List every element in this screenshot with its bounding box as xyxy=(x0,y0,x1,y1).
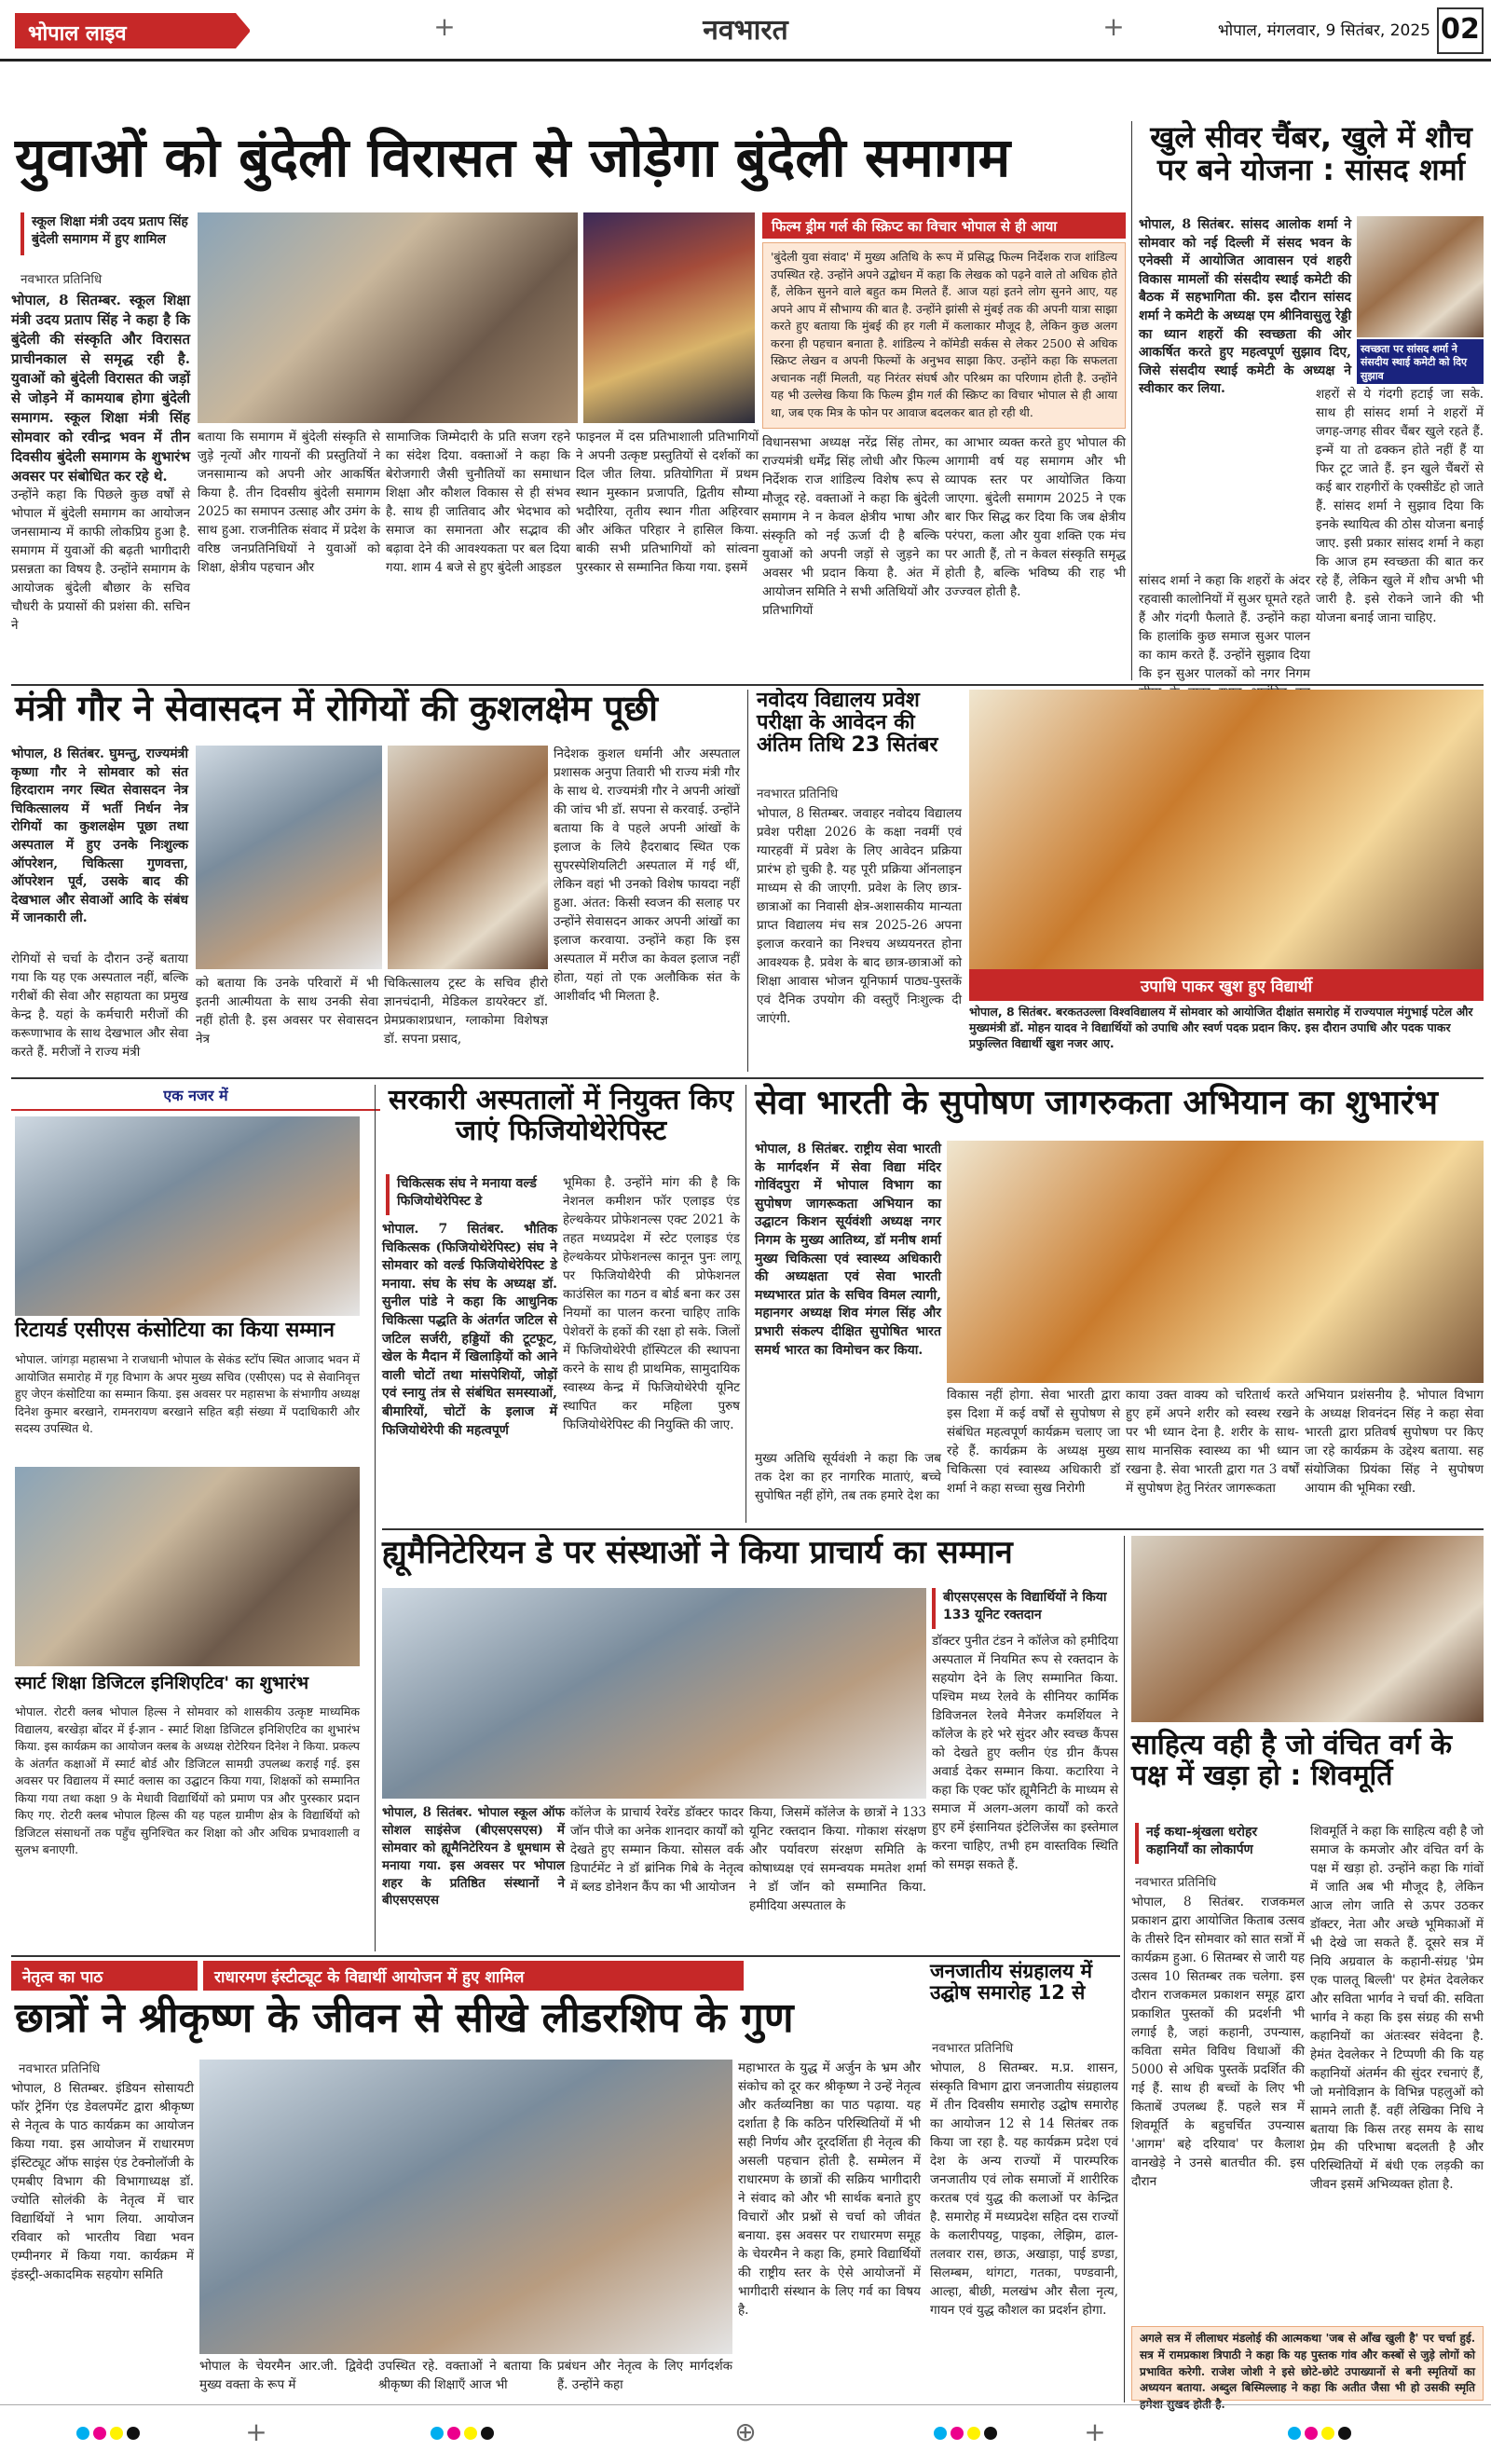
registration-mark-icon: + xyxy=(433,11,456,42)
lead-byline: नवभारत प्रतिनिधि xyxy=(21,272,103,287)
physio-subhead: चिकित्सक संघ ने मनाया वर्ल्ड फिजियोथेरेपिस्ट डे xyxy=(386,1174,554,1215)
dateline: भोपाल, मंगलवार, 9 सितंबर, 2025 xyxy=(1217,21,1430,40)
ek-nazar-item2-head: स्मार्ट शिक्षा डिजिटल इनिशिएटिव' का शुभारंभ xyxy=(15,1673,309,1693)
humanitarian-headline: ह्यूमैनिटेरियन डे पर संस्थाओं ने किया प्राचार्य का सम्मान xyxy=(382,1534,1013,1571)
audience-photo xyxy=(198,212,578,423)
physio-body2: भूमिका है. उन्होंने मांग की है कि नेशनल कमीशन फॉर एलाइड एंड हेल्थकेयर प्रोफेशनल्स एक्ट 2021 के तहत मध्यप्रदेश में स्टेट एलाइड एंड हेल्थकेयर प्रोफेशनल्स कानून पुनः लागू पर फिजियोथैरेपी की प्रोफेशनल काउंसिल का गठन व बोर्ड बना कर उस नियमों का पालन करना चाहिए ताकि पेशेवरों के हकों की रक्षा हो सके. जिलों में फिजियोथेरेपी हॉस्पिटल की स्थापना करने के साथ ही प्राथमिक, सामुदायिक स्वास्थ्य केन्द्र में फिजियोथेरेपी यूनिट स्थापित कर महिला पुरुष फिजियोथेरेपिस्ट की नियुक्ति की जाए. xyxy=(563,1175,740,1432)
convocation-banner: उपाधि पाकर खुश हुए विद्यार्थी xyxy=(969,969,1484,1001)
leadership-body2: भोपाल के चेयरमैन आर.जी. द्विवेदी मुख्य वक्ता के रूप में xyxy=(199,2359,373,2392)
seva-body1: मुख्य अतिथि सूर्यवंशी ने कहा कि जब तक देश का हर नागरिक माताएं, बच्चे सुपोषित नहीं होंगे, तब तक हमारे देश का xyxy=(755,1451,941,1503)
divider xyxy=(382,1528,1484,1530)
print-marks-footer xyxy=(0,2404,1491,2464)
sahitya-quote-box: अगले सत्र में लीलाधर मंडलोई की आत्मकथा 'जब से आँख खुली है' पर चर्चा हुई. सत्र में रामप्रकाश त्रिपाठी ने कहा कि यह पुस्तक गांव और कस्बों से जुड़े लोगों को प्रभावित करेगी. राजेश जोशी ने इसे छोटे-छोटे उपाख्यानों से बनी स्मृतियों का अध्ययन बताया. अब्दुल बिस्मिल्लाह ने कहा कि अतीत जैसा भी हो उसकी स्मृति हमेशा सुखद होती है. xyxy=(1131,2326,1484,2401)
registration-mark-icon: + xyxy=(1102,11,1125,42)
registration-mark-icon: + xyxy=(1084,2416,1106,2447)
ek-nazar-item2-body: भोपाल. रोटरी क्लब भोपाल हिल्स ने सोमवार को शासकीय उत्कृष्ट माध्यमिक विद्यालय, बरखेड़ा बोंदर में ई-ज्ञान - स्मार्ट शिक्षा डिजिटल इनिशिएटिव का शुभारंभ किया. इस कार्यक्रम का आयोजन क्लब के अध्यक्ष रोटेरियन दिनेश ने किया. प्रकल्प के अंतर्गत कक्षाओं में स्मार्ट बोर्ड और डिजिटल सामग्री उपलब्ध कराई गई. इस अवसर पर विद्यालय में स्मार्ट क्लास का उद्घाटन किया गया, शिक्षकों को सम्मानित किया गया तथा कक्षा 9 के मेधावी विद्यार्थियों को प्रमाण पत्र और पुरस्कार प्रदान किए गए. रोटरी क्लब भोपाल हिल्स की यह पहल ग्रामीण क्षेत्र के विद्यार्थियों को डिजिटल संसाधनों तक पहुँच सुनिश्चित कर शिक्षा को और अधिक प्रभावशाली व सुलभ बनाएगी. xyxy=(15,1704,360,1856)
page-number: 02 xyxy=(1437,7,1484,54)
seva-lead: भोपाल, 8 सितंबर. राष्ट्रीय सेवा भारती के मार्गदर्शन में सेवा विद्या मंदिर गोविंदपुरा में भोपाल विभाग का सुपोषण जागरूकता अभियान का उद्घाटन किशन सूर्यवंशी अध्यक्ष नगर निगम के मुख्य आतिथ्य, डॉ मनीष शर्मा मुख्य चिकित्सा एवं स्वास्थ्य अधिकारी की अध्यक्षता एवं सेवा भारती मध्यभारत प्रांत के सचिव विमल त्यागी, महानगर अध्यक्ष शिव मंगल सिंह और प्रभारी संकल्प दीक्षित सुपोषित भारत समर्थ भारत का विमोचन कर किया. xyxy=(755,1142,941,1358)
film-kicker: फिल्म ड्रीम गर्ल की स्क्रिप्ट का विचार भोपाल से ही आया xyxy=(762,212,1126,239)
registration-mark-icon: + xyxy=(245,2416,267,2447)
column-rule xyxy=(375,1085,376,1951)
column-rule xyxy=(1131,121,1132,680)
humanitarian-body2: कॉलेज के प्राचार्य रेवरेंड डॉक्टर फादर जॉन पीजे का अनेक शानदार कार्यों को देखते हुए सम्मान किया. सोसल वर्क डिपार्टमेंट ने डॉ ब्रांनिक गिबे के नेतृत्व में ब्लड डोनेशन कैंप का भी आयोजन xyxy=(570,1805,744,1895)
minister-body2: को बताया कि उनके परिवारों में भी इतनी आत्मीयता के साथ उनकी सेवा नहीं होती है. इस अवसर पर सेवासदन नेत्र xyxy=(196,976,378,1047)
humanitarian-subhead: बीएसएसएस के विद्यार्थियों ने किया 133 यूनिट रक्तदान xyxy=(932,1588,1118,1629)
film-col2: का आभार व्यक्त करते हुए भोपाल की आगामी वर्ष यह समागम और भी व्यापक स्तर पर आयोजित किया जाएगा. बुंदेली समागम 2025 ने एक बार फिर सिद्ध कर दिया कि जब क्षेत्रीय परंपरा, कला और युवा शक्ति एक मंच पर आती हैं, तो न केवल संस्कृति समृद्ध होती है, बल्कि भविष्य की राह भी उज्ज्वल होती है. xyxy=(945,435,1126,599)
divider xyxy=(11,1077,1484,1079)
navodaya-byline: नवभारत प्रतिनिधि xyxy=(757,787,839,801)
seva-body2: विकास नहीं होगा. सेवा भारती द्वारा इस दिशा में कई वर्षों से सुपोषण से संबंधित महत्वपूर्ण कार्यक्रम चलाए जा रहे हैं. कार्यक्रम के अध्यक्ष मुख्य चिकित्सा एवं स्वास्थ्य अधिकारी डॉ शर्मा ने कहा सच्चा सुख निरोगी xyxy=(947,1388,1120,1496)
tribal-headline: जनजातीय संग्रहालय में उद्घोष समारोह 12 से xyxy=(930,1960,1093,2005)
section-tag: भोपाल लाइव xyxy=(15,13,250,48)
leadership-photo xyxy=(199,2060,732,2354)
lead-body-col2: बताया कि समागम में बुंदेली संस्कृति से जुड़े नृत्यों और गायनों की प्रस्तुतियों ने जनसामान्य को अपनी ओर आकर्षित किया है. तीन दिवसीय बुंदेली समागम 2025 का समापन उत्साह और उमंग के साथ हुआ. राजनीतिक संवाद में प्रदेश के वरिष्ठ जनप्रतिनिधियों ने युवाओं को शिक्षा, क्षेत्रीय पहचान और xyxy=(198,430,380,575)
convocation-photo xyxy=(969,690,1484,969)
lead-headline: युवाओं को बुंदेली विरासत से जोड़ेगा बुंदेली समागम xyxy=(15,126,1011,189)
minister-photo-1 xyxy=(196,746,382,969)
physio-body1: भोपाल. 7 सितंबर. भौतिक चिकित्सक (फिजियोथेरेपिस्ट) संघ ने सोमवार को वर्ल्ड फिजियोथेरेपिस्ट डे मनाया. संघ के संघ के अध्यक्ष डॉ. सुनील पांडे ने कहा कि आधुनिक चिकित्सा पद्धति के अंतर्गत जटिल से जटिल सर्जरी, हड्डियों की टूटफूट, खेल के मैदान में खिलाड़ियों को आने वाली चोटों तथा मांसपेशियों, जोड़ों एवं स्नायु तंत्र से संबंधित समस्याओं, बीमारियों, चोटों के इलाज में फिजियोथेरेपी की महत्वपूर्ण xyxy=(382,1222,557,1438)
sahitya-headline: साहित्य वही है जो वंचित वर्ग के पक्ष में खड़ा हो : शिवमूर्ति xyxy=(1131,1729,1453,1792)
humanitarian-body3: किया, जिसमें कॉलेज के छात्रों ने 133 यूनिट रक्तदान किया. गोकाश संरक्षण और पर्यावरण संरक्षण समिति के कोषाध्यक्ष एवं समन्वयक ममतेश शर्मा ने डॉ जॉन को सम्मानित किया. हमीदिया अस्पताल के xyxy=(749,1805,926,1913)
tribal-body: भोपाल, 8 सितम्बर. म.प्र. शासन, संस्कृति विभाग द्वारा जनजातीय संग्रहालय में तीन दिवसीय समारोह उद्घोष समारोह का आयोजन 12 से 14 सितंबर तक किया जा रहा है. यह कार्यक्रम प्रदेश एवं देश के अन्य राज्यों में पारम्परिक जनजातीय एवं लोक समाजों में शारीरिक करतब एवं युद्ध की कलाओं पर केन्द्रित है. समारोह में मध्यप्रदेश सहित दस राज्यों के कलारीपयट्ट, पाइका, लेझिम, ढाल-तलवार रास, छाऊ, अखाड़ा, पाई डण्डा, सिलम्बम, थांगटा, गतका, पण्डवानी, आल्हा, बीछी, मलखंभ और सैला नृत्य, गायन एवं युद्ध कौशल का प्रदर्शन होगा. xyxy=(930,2060,1118,2318)
lead-paragraph: भोपाल, 8 सितम्बर. स्कूल शिक्षा मंत्री उदय प्रताप सिंह ने कहा है कि बुंदेली की संस्कृति और विरासत प्राचीनकाल से समृद्ध रही है. युवाओं को बुंदेली विरासत की जड़ों से जोड़ने में कामयाब होगा बुंदेली समागम. स्कूल शिक्षा मंत्री सिंह सोमवार को रवीन्द्र भवन में तीन दिवसीय बुंदेली समागम के शुभारंभ अवसर पर संबोधित कर रहे थे. xyxy=(11,292,190,485)
humanitarian-body1: भोपाल, 8 सितंबर. भोपाल स्कूल ऑफ सोशल साइंसेज (बीएसएसएस) में सोमवार को ह्यूमैनिटेरियन डे धूमधाम से मनाया गया. इस अवसर पर भोपाल शहर के प्रतिष्ठित संस्थानों ने बीएसएसएस xyxy=(382,1805,565,1909)
film-box: 'बुंदेली युवा संवाद' में मुख्य अतिथि के रूप में प्रसिद्ध फिल्म निर्देशक राज शांडिल्य उपस्थित रहे. उन्होंने अपने उद्बोधन में कहा कि लेखक को पढ़ने वाले तो अधिक होते हैं, लेकिन सुनने वाले बहुत कम मिलते हैं. आज यहां इतने लोग सुनने आए, यह अपने आप में सौभाग्य की बात है. उन्होंने झांसी से मुंबई तक की अपनी यात्रा साझा करते हुए बताया कि मुंबई की हर गली में कलाकार मौजूद है, लेकिन कुछ अलग करना ही पहचान बनाता है. शांडिल्य ने कॉमेडी सर्कस से लेकर 2500 से अधिक स्क्रिप्ट लेखन व अपनी फिल्मों के अनुभव साझा किए. उन्होंने कहा कि सफलता अचानक नहीं मिलती, यह निरंतर संघर्ष और परिश्रम का परिणाम होती है. उन्होंने यह भी उल्लेख किया कि फिल्म ड्रीम गर्ल की स्क्रिप्ट का विचार भोपाल से ही आया था, जब एक मित्र के फोन पर आवाज बदलकर बात हो रही थी. xyxy=(762,242,1126,429)
seva-headline: सेवा भारती के सुपोषण जागरुकता अभियान का शुभारंभ xyxy=(755,1084,1438,1122)
film-col1: विधानसभा अध्यक्ष नरेंद्र सिंह तोमर, राज्यमंत्री धर्मेंद्र सिंह लोधी और फिल्म निर्देशक राज शांडिल्य विशेष रूप से मौजूद रहे. वक्ताओं ने कहा कि बुंदेली समागम ने न केवल क्षेत्रीय भाषा और संस्कृति को नई ऊर्जा दी है बल्कि युवाओं को अपनी जड़ों से जुड़ने का अवसर भी प्रदान किया है. अंत में आयोजन समिति ने सभी अतिथियों और प्रतिभागियों xyxy=(762,435,939,618)
minister-body1: रोगियों से चर्चा के दौरान उन्हें बताया गया कि यह एक अस्पताल नहीं, बल्कि गरीबों की सेवा और सहायता का प्रमुख केन्द्र है. यहां के कर्मचारी मरीजों की करूणाभाव के साथ देखभाल और सेवा करते हैं. मरीजों ने राज्य मंत्री xyxy=(11,951,188,1060)
sahitya-photo xyxy=(1131,1536,1484,1722)
divider xyxy=(11,684,1484,686)
sahitya-body1: भोपाल, 8 सितंबर. राजकमल प्रकाशन द्वारा आयोजित किताब उत्सव के तीसरे दिन सोमवार को सात सत्रों में कार्यक्रम हुआ. 6 सितम्बर से जारी यह उत्सव 10 सितम्बर तक चलेगा. इस दौरान राजकमल प्रकाशन समूह द्वारा प्रकाशित पुस्तकों की प्रदर्शनी भी लगाई है, जहां कहानी, उपन्यास, कविता समेत विविध विधाओं की 5000 से अधिक पुस्तकें प्रदर्शित की गई हैं. साथ ही बच्चों के लिए भी किताबें उपलब्ध हैं. पहले सत्र में शिवमूर्ति के बहुचर्चित उपन्यास 'आगम' बहे दरियाव' पर कैलाश वानखेड़े ने उनसे बातचीत की. इस दौरान xyxy=(1131,1895,1305,2189)
mp-photo-caption: स्वच्छता पर सांसद शर्मा ने संसदीय स्थाई कमेटी को दिए सुझाव xyxy=(1357,339,1484,384)
navodaya-headline: नवोदय विद्यालय प्रवेश परीक्षा के आवेदन की अंतिम तिथि 23 सितंबर xyxy=(757,689,938,758)
lead-subhead: स्कूल शिक्षा मंत्री उदय प्रताप सिंह बुंदेली समागम में हुए शामिल xyxy=(21,212,188,255)
convocation-caption: भोपाल, 8 सितंबर. बरकतउल्ला विश्वविद्यालय में सोमवार को आयोजित दीक्षांत समारोह में राज्यपाल मंगुभाई पटेल और मुख्यमंत्री डॉ. मोहन यादव ने विद्यार्थियों को उपाधि और स्वर्ण पदक प्रदान किए. इस दौरान उपाधि और पदक पाकर प्रफुल्लित विद्यार्थी खुश नजर आए. xyxy=(969,1005,1473,1050)
color-registration-marks xyxy=(932,2426,1044,2444)
humanitarian-photo xyxy=(382,1588,926,1799)
minister-body3: चिकित्सालय ट्रस्ट के सचिव हीरो ज्ञानचंदानी, मेडिकल डायरेक्टर डॉ. प्रेमप्रकाशप्रधान, ग्लाकोमा विशेषज्ञ डॉ. सपना प्रसाद, xyxy=(384,976,548,1047)
ek-nazar-tag: एक नजर में xyxy=(163,1087,228,1104)
ek-nazar-item1-head: रिटायर्ड एसीएस कंसोटिया का किया सम्मान xyxy=(15,1319,335,1342)
leadership-subhead: राधारमण इंस्टीट्यूट के विद्यार्थी आयोजन में हुए शामिल xyxy=(203,1961,744,1991)
mp-body1: सांसद शर्मा ने कहा कि शहरों के अंदर रहवासी कालोनियों में सुअर घूमते रहते हैं और गंदगी फैलाते हैं. उन्होंने कहा कि हालांकि कुछ समाज सुअर पालन का काम करते हैं. उन्होंने सुझाव दिया कि इन सुअर पालकों को नगर निगम xyxy=(1139,573,1310,681)
color-registration-marks xyxy=(1286,2426,1398,2444)
column-rule xyxy=(747,690,748,1072)
physio-headline: सरकारी अस्पतालों में नियुक्त किए जाएं फिजियोथेरेपिस्ट xyxy=(388,1084,734,1147)
column-rule xyxy=(1124,1536,1125,2402)
sahitya-subhead: नई कथा-श्रृंखला धरोहर कहानियाँ का लोकार्पण xyxy=(1135,1823,1303,1864)
mp-portrait xyxy=(1357,216,1484,337)
ek-nazar-header xyxy=(11,1085,380,1111)
sahitya-byline: नवभारत प्रतिनिधि xyxy=(1135,1875,1217,1890)
lead-body-col1: उन्होंने कहा कि पिछले कुछ वर्षों से भोपाल में बुंदेली समागम का आयोजन जनसामान्य में काफी लोकप्रिय हुआ है. समागम में युवाओं की बढ़ती भागीदारी प्रसन्नता का विषय है. उन्होंने समागम के आयोजक बुंदेली बौछार के सचिव चौधरी के प्रयासों की प्रशंसा की. सचिन ने xyxy=(11,487,190,633)
seva-photo xyxy=(947,1141,1484,1383)
ek-nazar-item1-body: भोपाल. जांगड़ा महासभा ने राजधानी भोपाल के सेकंड स्टॉप स्थित आजाद भवन में आयोजित समारोह में गृह विभाग के अपर मुख्य सचिव (एसीएस) पद से सेवानिवृत्त हुए जेएन कंसोटिया का सम्मान किया. इस अवसर पर महासभा के संभागीय अध्यक्ष दिनेश कुमार बरखाने, रामनरायण बरखाने सहित बड़ी संख्या में पदाधिकारी और सदस्य उपस्थित थे. xyxy=(15,1352,360,1435)
rotary-photo xyxy=(15,1467,360,1666)
divider xyxy=(11,1955,1120,1957)
sahitya-body2: शिवमूर्ति ने कहा कि साहित्य वही है जो समाज के कमजोर और वंचित वर्ग के पक्ष में खड़ा हो. उन्होंने कहा कि गांवों में जाति अब भी मौजूद है, लेकिन आज लोग जाति से ऊपर उठकर डॉक्टर, नेता और अच्छे भूमिकाओं में भी देखे जा सकते हैं. दूसरे सत्र में नियि अग्रवाल के कहानी-संग्रह 'प्रेम एक पालतू बिल्ली' पर हेमंत देवलेकर और सविता भार्गव ने चर्चा की. सविता भार्गव ने कहा कि इस संग्रह की सभी कहानियों का अंतःस्वर संवेदना है. हेमंत देवलेकर ने टिप्पणी की कि यह कहानियों अंतर्मन की सुंदर रचनाएं हैं, जो मनोविज्ञान के विभिन्न पहलुओं को सामने लाती हैं. वहीं लेखिका निधि ने बताया कि किस तरह समय के साथ प्रेम की परिभाषा बदलती है और परिस्थितियों में बंधी एक लड़की का जीवन इसमें अभिव्यक्त होता है. xyxy=(1310,1824,1484,2193)
seva-body4: अभियान प्रशंसनीय है. भोपाल विभाग के अध्यक्ष शिवनंदन सिंह ने कहा सेवा भारती द्वारा प्रतिवर्ष सुपोषण पर किए जा रहे कार्यक्रम के उद्देश्य बताया. सह संयोजिका प्रियंका सिंह ने सुपोषण आयाम की भूमिका रखी. xyxy=(1305,1388,1484,1496)
leadership-body5: महाभारत के युद्ध में अर्जुन के भ्रम और संकोच को दूर कर श्रीकृष्ण ने उन्हें नेतृत्व और कर्तव्यनिष्ठा का पाठ पढ़ाया. यह दर्शाता है कि कठिन परिस्थितियों में भी सही निर्णय और दूरदर्शिता ही नेतृत्व की असली पहचान होती है. सम्मेलन में राधारमण के छात्रों की सक्रिय भागीदारी ने संवाद को और भी सार्थक बनाते हुए विचारों और प्रश्नों से चर्चा को जीवंत बनाया. इस अवसर पर राधारमण समूह के चेयरमैन ने कहा कि, हमारे विद्यार्थियों की राष्ट्रीय स्तर के ऐसे आयोजनों में भागीदारी संस्थान के लिए गर्व का विषय है. xyxy=(738,2060,921,2318)
leadership-headline: छात्रों ने श्रीकृष्ण के जीवन से सीखे लीडरशिप के गुण xyxy=(15,1994,794,2042)
color-registration-marks xyxy=(75,2426,186,2444)
navodaya-body: भोपाल, 8 सितम्बर. जवाहर नवोदय विद्यालय प्रवेश परीक्षा 2026 के कक्षा नवमीं एवं ग्यारहवीं में प्रवेश के लिए आवेदन प्रक्रिया प्रारंभ हो चुकी है. यह पूरी प्रक्रिया ऑनलाइन माध्यम से की जाएगी. प्रवेश के लिए छात्र-छात्राओं का निवासी क्षेत्र-अशासकीय मान्यता प्राप्त विद्यालय मंच सत्र 2025-26 अपना इलाज करवाने का निश्चय अध्ययनरत होना आवश्यक है. प्रवेश के बाद छात्र-छात्राओं को शिक्षा आवास भोजन यूनिफार्म पाठ्य-पुस्तकें एवं दैनिक उपयोग की वस्तुएँ निःशुल्क दी जाएंगी. xyxy=(757,806,962,1026)
leadership-body1: भोपाल, 8 सितम्बर. इंडियन सोसायटी फॉर ट्रेनिंग एंड डेवलपमेंट द्वारा श्रीकृष्ण से नेतृत्व के पाठ कार्यक्रम का आयोजन किया गया. इस आयोजन में राधारमण इंस्टिट्यूट ऑफ साइंस एंड टेक्नोलॉजी के एमबीए विभाग की विभागाध्यक्ष डॉ. ज्योति सोलंकी के नेतृत्व में चार विद्यार्थियों ने भाग लिया. आयोजन रविवार को भारतीय विद्या भवन एम्पीनगर में किया गया. कार्यक्रम में इंडस्ट्री-अकादमिक सहयोग समिति xyxy=(11,2081,194,2282)
kansotia-photo xyxy=(15,1116,360,1316)
mp-lead: भोपाल, 8 सितंबर. सांसद आलोक शर्मा ने सोमवार को नई दिल्ली में संसद भवन के एनेक्सी में आयोजित आवासन एवं शहरी विकास मामलों की संसदीय स्थाई कमेटी की बैठक में सहभागिता की. इस दौरान सांसद शर्मा ने कमेटी के अध्यक्ष एम श्रीनिवासुलु रेड्डी का ध्यान शहरों की स्वच्छता की ओर आकर्षित करते हुए महत्वपूर्ण सुझाव दिए, जिसे संसदीय स्थाई कमेटी के अध्यक्ष ने स्वीकार कर लिया. xyxy=(1139,217,1351,397)
humanitarian-body4: डॉक्टर पुनीत टंडन ने कॉलेज को हमीदिया अस्पताल में नियमित रूप से रक्तदान के सहयोग देने के लिए सम्मानित किया. पश्चिम मध्य रेलवे के सीनियर कार्मिक डिविजनल रेलवे मैनेजर कमर्शियल ने कॉलेज के हरे भरे सुंदर और स्वच्छ कैंपस को देखते हुए क्लीन एंड ग्रीन कैंपस अवार्ड देकर सम्मान किया. कटारिया ने कहा कि एक्ट फॉर ह्यूमैनिटी के माध्यम से समाज में अलग-अलग कार्यों को करते हुए हमें इंसानियत इंटेलिजेंस का इस्तेमाल करना चाहिए, तभी हम वास्तविक स्थिति को समझ सकते हैं. xyxy=(932,1634,1118,1872)
seva-body3: काया उक्त वाक्य को चरितार्थ करते हुए हमें अपने शरीर को स्वस्थ रखने पर भी ध्यान देना है. शरीर के साथ-साथ मानसिक स्वास्थ्य का भी ध्यान रखना है. सेवा भारती द्वारा गत 3 वर्षों में सुपोषण हेतु निरंतर जागरूकता xyxy=(1126,1388,1299,1496)
minister-photo-2 xyxy=(388,746,548,969)
leadership-byline: नवभारत प्रतिनिधि xyxy=(19,2061,101,2076)
leadership-body3: उपस्थित रहे. वक्ताओं ने बताया कि श्रीकृष्ण की शिक्षाएँ आज भी xyxy=(378,2359,552,2392)
minister-body4: निदेशक कुशल धर्मानी और अस्पताल प्रशासक अनुपा तिवारी भी राज्य मंत्री गौर के साथ थे. राज्यमंत्री गौर ने अपनी आंखों की जांच भी डॉ. सपना से करवाई. उन्होंने बताया कि वे पहले अपनी आंखों के इलाज के लिये हैदराबाद स्थित एक सुपरस्पेशियलिटी अस्पताल में गई थीं, लेकिन वहां भी उनको विशेष फायदा नहीं हुआ. अंतत: किसी स्वजन की सलाह पर उन्होंने सेवासदन आकर अपनी आंखों का इलाज करवाया. उन्होंने कहा कि इस अस्पताल में मरीज का केवल इलाज नहीं होता, यहां तो एक अलौकिक संत के आशीर्वाद भी मिलता है. xyxy=(554,746,740,1004)
lead-body-col3: सामाजिक जिम्मेदारी के प्रति सजग रहने का संदेश दिया. वक्ताओं ने कहा कि बेरोजगारी जैसी चुनौतियों का समाधान शिक्षा और कौशल विकास से ही संभव है. साथ ही जातिवाद और भेदभाव को समाज का समानता और सद्भाव की बढ़ावा देने की आवश्यकता पर बल दिया गया. शाम 4 बजे से हुए बुंदेली आइडल xyxy=(386,430,570,575)
registration-mark-icon: ⊕ xyxy=(734,2416,757,2447)
masthead: नवभारत xyxy=(703,14,788,47)
page-header xyxy=(0,0,1491,62)
mp-body2: शहरों से ये गंदगी हटाई जा सके. साथ ही सांसद शर्मा ने शहरों में जगह-जगह सीवर चैंबर खुले रहते हैं. इन्में या तो ढक्कन होते नहीं हैं या फिर टूट जाते हैं. इन खुले चैंबरों से कई बार राहगीरों के एक्सीडेंट हो जाते हैं. सांसद शर्मा ने सुझाव दिया कि इनके स्थायित्व की ठोस योजना बनाई जाए. इसी प्रकार सांसद शर्मा ने कहा कि आज हम स्वच्छता की बात कर रहे हैं, लेकिन खुले में शौच अभी भी जारी है. इसे रोकने जाने की भी योजना बनाई जाना चाहिए. xyxy=(1316,387,1484,625)
minister-lead: भोपाल, 8 सितंबर. घुमन्तु, राज्यमंत्री कृष्णा गौर ने सोमवार को संत हिरदाराम नगर स्थित सेवासदन नेत्र चिकित्सालय में भर्ती निर्धन नेत्र रोगियों का कुशलक्षेम पूछा तथा अस्पताल में हुए उनके निःशुल्क ऑपरेशन, चिकित्सा गुणवत्ता, ऑपरेशन पूर्व, उसके बाद की देखभाल और सेवाओं आदि के संबंध में जानकारी ली. xyxy=(11,746,188,926)
leadership-body4: प्रबंधन और नेतृत्व के लिए मार्गदर्शक हैं. उन्होंने कहा xyxy=(557,2359,732,2392)
performer-photo xyxy=(583,212,755,423)
leadership-section-tag: नेतृत्व का पाठ xyxy=(11,1961,198,1991)
mp-headline: खुले सीवर चैंबर, खुले में शौच पर बने योजना : सांसद शर्मा xyxy=(1150,119,1472,188)
minister-headline: मंत्री गौर ने सेवासदन में रोगियों की कुशलक्षेम पूछी xyxy=(15,688,658,729)
tribal-byline: नवभारत प्रतिनिधि xyxy=(932,2041,1014,2056)
lead-body-col4: फाइनल में दस प्रतिभाशाली प्रतिभागियों ने अपनी उत्कृष्ट प्रस्तुतियों से दर्शकों का दिल जीत लिया. प्रतियोगिता में प्रथम स्थान मुस्कान प्रजापति, द्वितीय सौम्या भदौरिया, तृतीय स्थान गीता अहिरवार और अंकित परिहार ने हासिल किया. बाकी सभी प्रतिभागियों को सांत्वना पुरस्कार से सम्मानित किया गया. इसमें xyxy=(576,430,759,575)
color-registration-marks xyxy=(429,2426,540,2444)
